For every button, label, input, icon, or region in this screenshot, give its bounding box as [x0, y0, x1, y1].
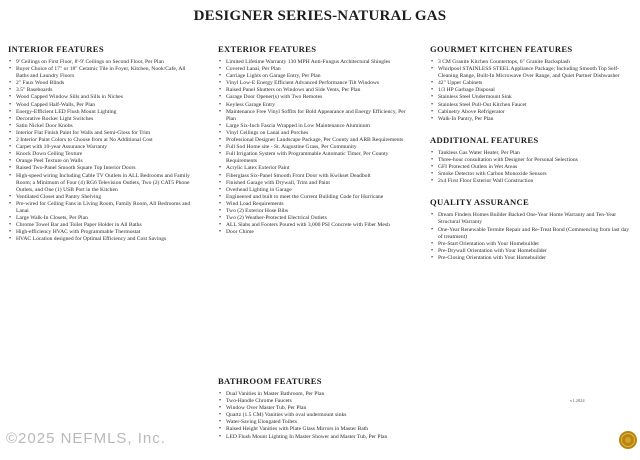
list-item: • Large Walk-In Closets, Per Plan [8, 215, 198, 222]
list-item: • Raised Height Vanities with Plate Glass Mirrors in Master Bath [218, 426, 428, 433]
list-item: • Limited Lifetime Warranty 130 MPH Anti-Fungus Architectural Shingles [218, 59, 416, 66]
list-item: • Chrome Towel Bar and Toilet Paper Holder in All Baths [8, 222, 198, 229]
exterior-features-list [218, 59, 416, 236]
list-item: • GFI Protected Outlets in Wet Areas [430, 164, 635, 171]
list-item: • High-speed wiring Including Cable TV Outlets in ALL Bedrooms and Family Room; a Minimum of Four (4) RG6 Television Outlets, Two (2) CAT5 Phone Outlets, and One (1) USB Port in the Kitchen [8, 173, 198, 194]
list-item: • Wood Capped Window Sills and Sills in Niches [8, 94, 198, 101]
list-item: • Tankless Gas Water Heater, Per Plan [430, 150, 635, 157]
list-item: • Three-hour consultation with Designer for Personal Selections [430, 157, 635, 164]
list-item: • Satin Nickel Door Knobs [8, 123, 198, 130]
list-item: • Full Irrigation System with Programmable Automatic Timer, Per County Requirements [218, 151, 416, 165]
list-item: • Overhead Lighting in Garage [218, 187, 416, 194]
list-item: • Knock Down Ceiling Texture [8, 151, 198, 158]
list-item: • Pre-wired for Ceiling Fans in Living Room, Family Room, All Bedrooms and Lanai [8, 201, 198, 215]
list-item: • Finished Garage with Drywall, Trim and Paint [218, 180, 416, 187]
list-item: • 2 Interior Paint Colors to Choose from at No Additional Cost [8, 137, 198, 144]
list-item: • 1/3 HP Garbage Disposal [430, 87, 635, 94]
quality-assurance-list [430, 212, 635, 262]
list-item: • Two-Handle Chrome Faucets [218, 398, 428, 405]
bathroom-features-list [218, 391, 428, 441]
list-item: • Keyless Garage Entry [218, 102, 416, 109]
list-item: • Fiberglass Six-Panel Smooth Front Door with Kwikset Deadbolt [218, 173, 416, 180]
list-item: • Dual Vanities in Master Bathroom, Per Plan [218, 391, 428, 398]
list-item: • Carriage Lights on Garage Entry, Per Plan [218, 73, 416, 80]
list-item: • 2x4 First Floor Exterior Wall Construction [430, 178, 635, 185]
quality-assurance-heading: QUALITY ASSURANCE [430, 197, 530, 208]
interior-features-heading: INTERIOR FEATURES [8, 44, 104, 54]
kitchen-features-list [430, 59, 635, 123]
list-item: • Walk-In Pantry, Per Plan [430, 116, 635, 123]
list-item: • Quartz (1.5 CM) Vanities with oval undermount sinks [218, 412, 428, 419]
right-column [430, 44, 635, 262]
kitchen-features-heading: GOURMET KITCHEN FEATURES [430, 44, 573, 54]
additional-features-list [430, 150, 635, 185]
list-item: • Smoke Detector with Carbon Monoxide Sensors [430, 171, 635, 178]
list-item: • Door Chime [218, 229, 416, 236]
list-item: • Pre-Closing Orientation with Your Homebuilder [430, 255, 635, 262]
bathroom-features-heading: BATHROOM FEATURES [218, 376, 322, 386]
list-item: • Stainless Steel Pull-Out Kitchen Faucet [430, 102, 635, 109]
list-item: • Wind Load Requirements [218, 201, 416, 208]
list-item: • Carpet with 10-year Assurance Warranty [8, 144, 198, 151]
list-item: • Stainless Steel Undermount Sink [430, 94, 635, 101]
mls-watermark: ©2025 NEFMLS, Inc. [6, 430, 166, 447]
list-item: • Window Over Master Tub, Per Plan [218, 405, 428, 412]
list-item: • Pre-Drywall Orientation with Your Homebuilder [430, 248, 635, 255]
list-item: • Engineered and built to meet the Current Building Code for Hurricane [218, 194, 416, 201]
list-item: • Energy-Efficient LED Flush Mount Lighting [8, 109, 198, 116]
additional-section [430, 135, 635, 185]
list-item: • Buyer Choice of 17" or 18" Ceramic Tile in Foyer, Kitchen, Nook/Cafe, All Baths and Laundry Floors [8, 66, 198, 80]
list-item: • 3.5" Baseboards [8, 87, 198, 94]
list-item: • Ventilated Closet and Pantry Shelving [8, 194, 198, 201]
seal-icon [618, 430, 638, 450]
list-item: • 42" Upper Cabinets [430, 80, 635, 87]
list-item: • Covered Lanai, Per Plan [218, 66, 416, 73]
list-item: • ALL Slabs and Footers Poured with 3,000 PSI Concrete with Fiber Mesh [218, 222, 416, 229]
list-item: • 9' Ceilings on First Floor, 8'-9' Ceilings on Second Floor, Per Plan [8, 59, 198, 66]
list-item: • Pre-Start Orientation with Your Homebuilder [430, 241, 635, 248]
list-item: • LED Flush Mount Lighting In Master Shower and Master Tub, Per Plan [218, 434, 428, 441]
list-item: • Raised Panel Shutters on Windows and Side Vents, Per Plan [218, 87, 416, 94]
list-item: • 2" Faux Wood Blinds [8, 80, 198, 87]
list-item: • High-efficiency HVAC with Programmable Thermostat [8, 229, 198, 236]
list-item: • Wood Capped Half-Walls, Per Plan [8, 102, 198, 109]
version-note: v1.2024 [570, 398, 585, 403]
list-item: • Garage Door Opener(s) with Two Remotes [218, 94, 416, 101]
document-title: DESIGNER SERIES-NATURAL GAS [193, 8, 447, 24]
list-item: • Dream Finders Homes Builder Backed One-Year Home Warranty and Ten-Year Structural Warranty [430, 212, 635, 226]
list-item: • Full Sod Home site - St. Augustine Grass, Per Community [218, 144, 416, 151]
interior-features-list [8, 59, 198, 243]
list-item: • Interior Flat Finish Paint for Walls and Semi-Gloss for Trim [8, 130, 198, 137]
list-item: • Whirlpool STAINLESS STEEL Appliance Package; Including Smooth Top Self-Cleaning Range, Built-In Microwave Over Range, and Quiet Partner Dishwasher [430, 66, 635, 80]
list-item: • Acrylic Latex Exterior Paint [218, 165, 416, 172]
list-item: • Two (2) Weather-Protected Electrical Outlets [218, 215, 416, 222]
list-item: • Professional Designer Landscape Package, Per County and ARB Requirements [218, 137, 416, 144]
list-item: • Large Six-Inch Fascia Wrapped in Low Maintenance Aluminum [218, 123, 416, 130]
list-item: • Maintenance Free Vinyl Soffits for Bold Appearance and Energy Efficiency, Per Plan [218, 109, 416, 123]
list-item: • Two (2) Exterior Hose Bibs [218, 208, 416, 215]
list-item: • Cabinetry Above Refrigerator [430, 109, 635, 116]
list-item: • One-Year Renewable Termite Repair and Re-Treat Bond (Commencing from last day of treatment) [430, 227, 635, 241]
additional-features-heading: ADDITIONAL FEATURES [430, 134, 539, 145]
middle-column [218, 44, 416, 236]
list-item: • HVAC Location designed for Optimal Efficiency and Cost Savings [8, 236, 198, 243]
list-item: • 3 CM Granite Kitchen Countertops, 6" Granite Backsplash [430, 59, 635, 66]
list-item: • Vinyl Low-E Energy Efficient Advanced Performance Tilt Windows [218, 80, 416, 87]
list-item: • Vinyl Ceilings on Lanai and Porches [218, 130, 416, 137]
left-column [8, 44, 198, 243]
bathroom-section [218, 376, 428, 441]
list-item: • Decorative Rocker Light Switches [8, 116, 198, 123]
list-item: • Orange Peel Texture on Walls [8, 158, 198, 165]
list-item: • Raised Two-Panel Smooth Square Top Interior Doors [8, 165, 198, 172]
quality-section [430, 197, 635, 262]
exterior-features-heading: EXTERIOR FEATURES [218, 44, 317, 54]
list-item: • Water-Saving Elongated Toilets [218, 419, 428, 426]
